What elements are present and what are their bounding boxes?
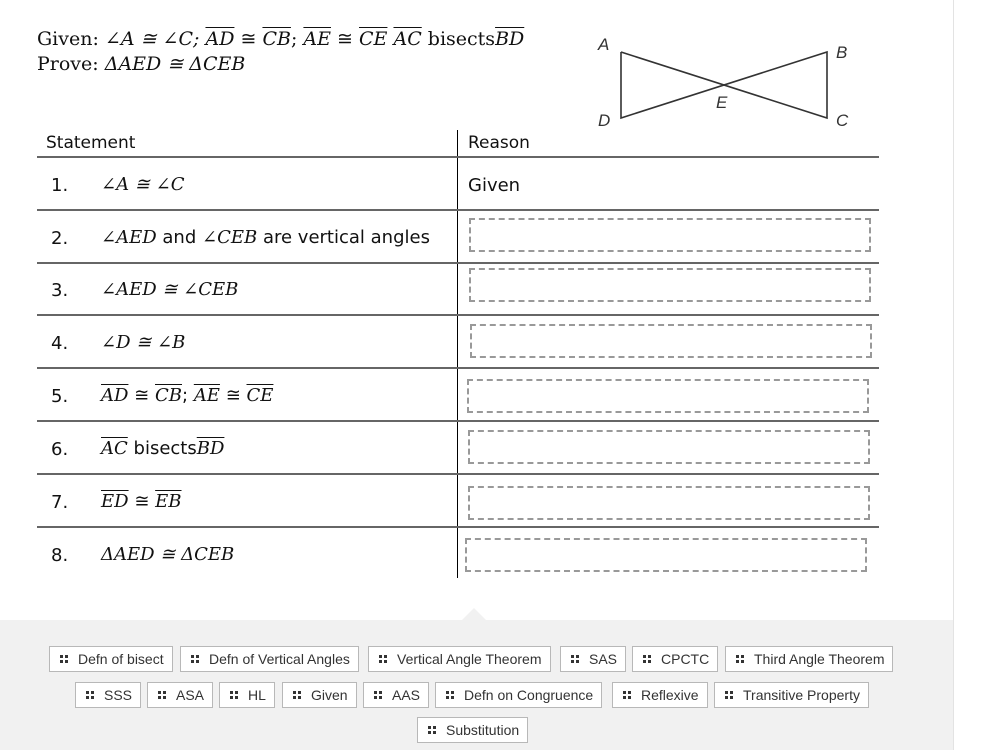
drag-handle-icon — [643, 655, 651, 663]
segment-bd: $\overline{BD}$ — [196, 438, 225, 459]
reason-dropzone-8[interactable] — [465, 538, 867, 572]
choice-label: ASA — [176, 687, 205, 703]
choice-cpctc[interactable] — [632, 646, 718, 672]
row-statement: ΔAED ≅ ΔCEB — [101, 544, 235, 565]
drag-handle-icon — [379, 655, 387, 663]
row-statement — [101, 385, 273, 406]
given-seg-bd: $\overline{BD}$ — [495, 28, 525, 50]
row-number: 5. — [51, 386, 69, 407]
vertex-label-e: E — [716, 93, 728, 112]
choice-asa[interactable] — [147, 682, 213, 708]
table-row — [37, 157, 879, 211]
choice-label: CPCTC — [661, 651, 710, 667]
segment-ae: $\overline{AE}$ — [193, 385, 220, 406]
drag-handle-icon — [191, 655, 199, 663]
row-statement — [101, 438, 224, 459]
given-cong-2: ≅ — [337, 28, 353, 50]
choice-label: Substitution — [446, 722, 520, 738]
table-row — [37, 527, 457, 579]
row-statement — [101, 227, 430, 248]
given-label: Given: — [37, 28, 99, 50]
choice-substitution[interactable] — [417, 717, 528, 743]
drag-handle-icon — [60, 655, 68, 663]
choice-given[interactable] — [282, 682, 357, 708]
choice-label: Defn on Congruence — [464, 687, 594, 703]
segment-ce: $\overline{CE}$ — [246, 385, 274, 406]
segment-ed: $\overline{ED}$ — [101, 491, 129, 512]
choice-sss[interactable] — [75, 682, 141, 708]
given-seg-ae: $\overline{AE}$ — [303, 28, 331, 50]
segment-ad: $\overline{AD}$ — [101, 385, 129, 406]
choice-label: Defn of bisect — [78, 651, 164, 667]
row-number: 1. — [51, 175, 69, 196]
reason-dropzone-7[interactable] — [468, 486, 870, 520]
bank-pointer — [462, 608, 486, 620]
segment-cb: $\overline{CB}$ — [155, 385, 182, 406]
choice-label: Third Angle Theorem — [754, 651, 885, 667]
vertex-label-c: C — [836, 111, 849, 130]
prove-line — [37, 52, 524, 77]
row-number: 4. — [51, 333, 69, 354]
reason-header: Reason — [468, 133, 530, 153]
given-seg-ac: $\overline{AC}$ — [393, 28, 422, 50]
vertex-label-d: D — [598, 111, 611, 130]
header-row — [37, 104, 879, 158]
segment-eb: $\overline{EB}$ — [155, 491, 182, 512]
choice-defn-of-bisect[interactable] — [49, 646, 173, 672]
given-seg-ce: $\overline{CE}$ — [359, 28, 388, 50]
drag-handle-icon — [623, 691, 631, 699]
drag-handle-icon — [736, 655, 744, 663]
drag-handle-icon — [374, 691, 382, 699]
choice-defn-of-vertical-angles[interactable] — [180, 646, 359, 672]
given-line — [37, 27, 524, 52]
given-semicolon: ; — [290, 28, 298, 50]
choice-label: Given — [311, 687, 348, 703]
statement-header: Statement — [46, 133, 136, 153]
problem-statement — [37, 27, 524, 77]
reason-dropzone-5[interactable] — [467, 379, 869, 413]
drag-handle-icon — [428, 726, 436, 734]
reason-dropzone-6[interactable] — [468, 430, 870, 464]
prove-label: Prove: — [37, 53, 99, 75]
row-number: 8. — [51, 545, 69, 566]
row-number: 7. — [51, 492, 69, 513]
drag-handle-icon — [86, 691, 94, 699]
bisects-word: bisects — [133, 438, 197, 459]
choice-label: Reflexive — [641, 687, 699, 703]
row-statement: ∠A ≅ ∠C — [101, 174, 185, 195]
row-number: 2. — [51, 228, 69, 249]
choice-hl[interactable] — [219, 682, 275, 708]
choice-transitive-property[interactable] — [714, 682, 869, 708]
given-seg-ad: $\overline{AD}$ — [205, 28, 235, 50]
row-number: 3. — [51, 280, 69, 301]
drag-handle-icon — [230, 691, 238, 699]
segment-ac: $\overline{AC}$ — [101, 438, 128, 459]
vertex-label-a: A — [598, 35, 610, 54]
choice-sas[interactable] — [560, 646, 626, 672]
congruent-symbol: ≅ — [134, 491, 150, 512]
reason-dropzone-4[interactable] — [470, 324, 872, 358]
vertical-angles-text: are vertical angles — [262, 227, 430, 248]
choice-label: Transitive Property — [743, 687, 860, 703]
reason-given: Given — [468, 175, 521, 196]
choice-label: SSS — [104, 687, 133, 703]
vertex-label-b: B — [836, 43, 848, 62]
drag-handle-icon — [571, 655, 579, 663]
reason-dropzone-2[interactable] — [469, 218, 871, 252]
and-word: and — [162, 227, 197, 248]
given-bisects: bisects — [427, 28, 496, 50]
choice-vertical-angle-theorem[interactable] — [368, 646, 551, 672]
choice-label: SAS — [589, 651, 618, 667]
row-statement — [101, 491, 182, 512]
drag-handle-icon — [293, 691, 301, 699]
angle-aed: ∠AED — [101, 227, 157, 248]
row-number: 6. — [51, 439, 69, 460]
given-angles: ∠A ≅ ∠C; — [104, 28, 200, 50]
given-seg-cb: $\overline{CB}$ — [262, 28, 291, 50]
row-statement: ∠D ≅ ∠B — [101, 332, 186, 353]
choice-third-angle-theorem[interactable] — [725, 646, 893, 672]
congruent-symbol: ≅ — [225, 385, 241, 406]
drag-handle-icon — [446, 691, 454, 699]
drag-handle-icon — [725, 691, 733, 699]
reason-dropzone-3[interactable] — [469, 268, 871, 302]
drag-handle-icon — [158, 691, 166, 699]
choice-label: HL — [248, 687, 266, 703]
semicolon: ; — [182, 385, 189, 406]
angle-ceb: ∠CEB — [202, 227, 258, 248]
choice-label: Defn of Vertical Angles — [209, 651, 350, 667]
choice-label: AAS — [392, 687, 421, 703]
choice-reflexive[interactable] — [612, 682, 708, 708]
congruent-symbol: ≅ — [134, 385, 150, 406]
scroll-edge — [953, 0, 954, 750]
choice-label: Vertical Angle Theorem — [397, 651, 542, 667]
row-statement: ∠AED ≅ ∠CEB — [101, 279, 239, 300]
choice-aas[interactable] — [363, 682, 429, 708]
prove-statement: ΔAED ≅ ΔCEB — [104, 53, 246, 75]
given-cong-1: ≅ — [240, 28, 257, 50]
choice-defn-on-congruence[interactable] — [435, 682, 602, 708]
answer-bank — [0, 620, 953, 750]
